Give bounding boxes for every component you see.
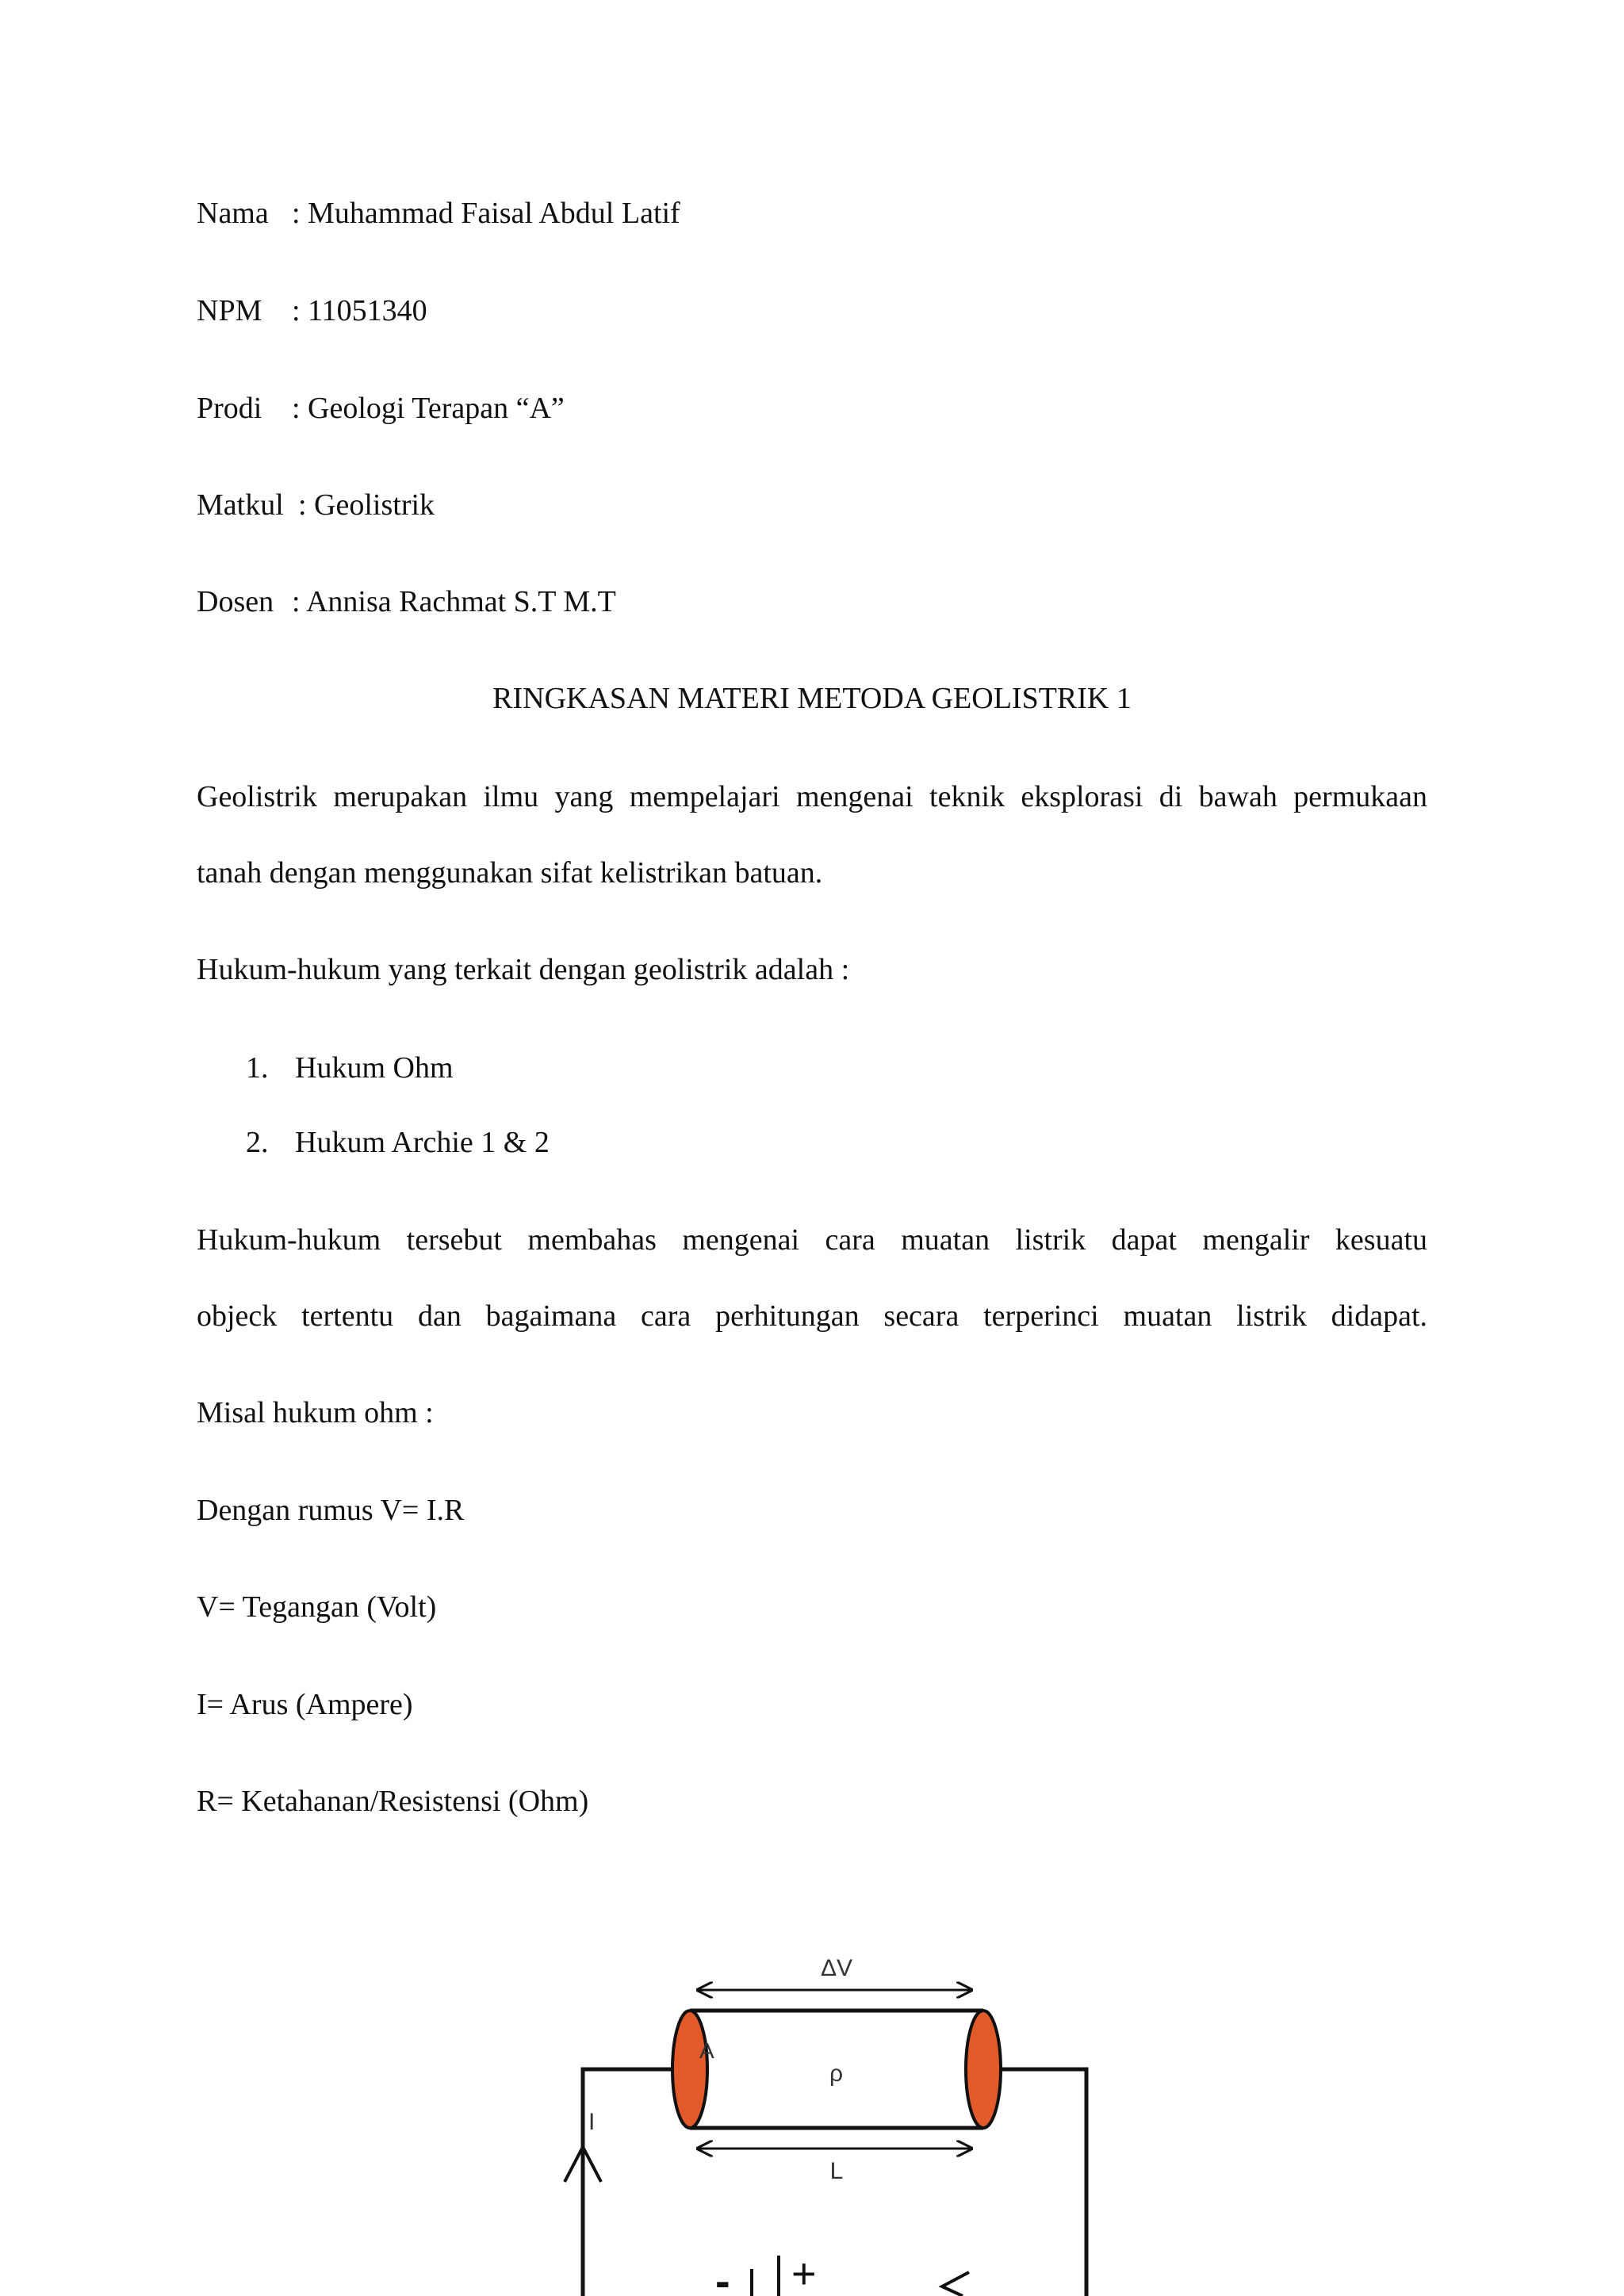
dosen-line [197,584,616,620]
laws-intro: Hukum-hukum yang terkait dengan geolistrik adalah : [197,953,850,986]
nama-label: Nama [197,197,269,230]
battery-minus-label: - [715,2256,730,2296]
list-item-number: 2. [246,1126,269,1159]
list-item-text: Hukum Ohm [295,1051,454,1085]
definition-voltage: V= Tegangan (Volt) [197,1590,437,1624]
matkul-value: : Geolistrik [298,488,435,522]
document-title: RINGKASAN MATERI METODA GEOLISTRIK 1 [492,682,1132,715]
cylinder-right-cap [966,2011,1001,2128]
definition-current: I= Arus (Ampere) [197,1688,413,1721]
paragraph-1-line-2: tanah dengan menggunakan sifat kelistrikan batuan. [197,856,823,890]
formula-line: Dengan rumus V= I.R [197,1494,465,1527]
delta-v-label: ΔV [820,1955,853,1981]
nama-value: : Muhammad Faisal Abdul Latif [292,197,680,230]
paragraph-1-line-1: Geolistrik merupakan ilmu yang mempelajari mengenai teknik eksplorasi di bawah permukaan [197,780,1427,813]
return-arrow-icon [942,2272,969,2296]
current-label: I [588,2109,596,2135]
cylinder-left-cap [672,2011,707,2128]
npm-label: NPM [197,294,262,327]
npm-line [197,293,427,329]
length-label: L [829,2158,844,2184]
list-item-text: Hukum Archie 1 & 2 [295,1126,550,1159]
paragraph-2-line-1: Hukum-hukum tersebut membahas mengenai cara muatan listrik dapat mengalir kesuatu [197,1223,1427,1257]
left-wire [583,2069,690,2296]
prodi-value: : Geologi Terapan “A” [292,392,565,425]
nama-line [197,195,680,232]
prodi-line [197,390,565,427]
ohm-example: Misal hukum ohm : [197,1396,434,1429]
list-item-number: 1. [246,1051,269,1085]
list-item [246,1050,454,1086]
dosen-value: : Annisa Rachmat S.T M.T [292,585,616,618]
battery-plus-label: + [791,2250,817,2296]
matkul-label: Matkul [197,488,284,522]
area-label: A [699,2038,714,2063]
ohm-circuit-diagram [0,1934,1624,2296]
paragraph-2-line-2: objeck tertentu dan bagaimana cara perhitungan secara terperinci muatan listrik didapat. [197,1299,1427,1333]
prodi-label: Prodi [197,392,262,425]
resistivity-label: ρ [829,2061,844,2087]
list-item [246,1124,550,1161]
matkul-line [197,487,435,523]
npm-value: : 11051340 [292,294,427,327]
definition-resistance: R= Ketahanan/Resistensi (Ohm) [197,1785,589,1818]
dosen-label: Dosen [197,585,274,618]
